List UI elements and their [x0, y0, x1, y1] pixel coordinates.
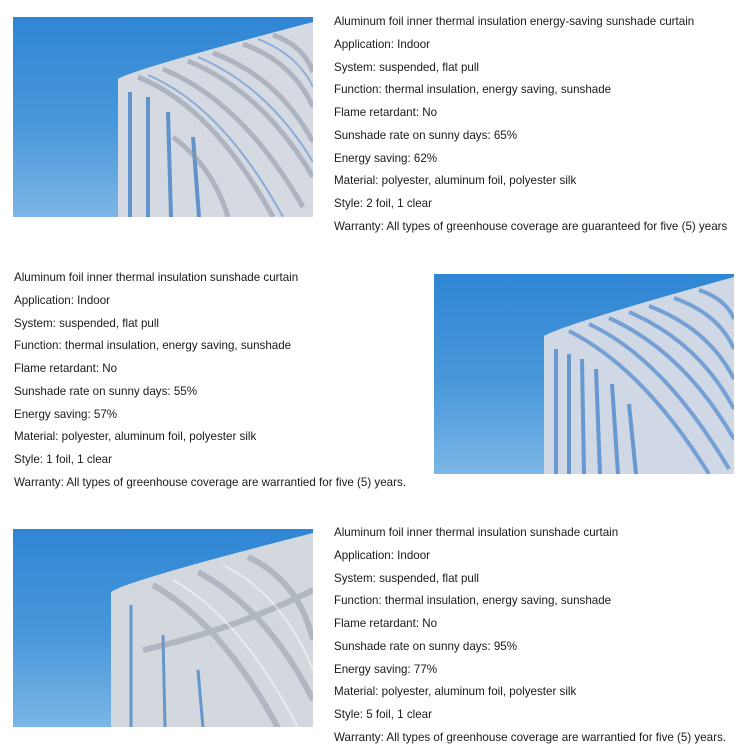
spec-style: Style: 2 foil, 1 clear: [334, 197, 432, 210]
spec-warranty: Warranty: All types of greenhouse coverage are guaranteed for five (5) years: [334, 219, 728, 233]
product-spec-list-3: [334, 522, 726, 750]
spec-system: System: suspended, flat pull: [14, 316, 160, 330]
product-photo-2: [434, 274, 734, 474]
foil-curtain-illustration: [434, 274, 734, 474]
spec-function: Function: thermal insulation, energy saving, sunshade: [334, 83, 612, 97]
product-spec-list-2: [14, 267, 406, 495]
product-photo-1: [13, 17, 313, 217]
spec-application: Application: Indoor: [334, 548, 431, 562]
spec-flame-retardant: Flame retardant: No: [14, 362, 118, 375]
product-photo-3: [13, 529, 313, 727]
product-title: Aluminum foil inner thermal insulation energy-saving sunshade curtain: [334, 15, 695, 28]
spec-flame-retardant: Flame retardant: No: [334, 106, 438, 119]
spec-function: Function: thermal insulation, energy saving, sunshade: [334, 594, 612, 608]
spec-warranty: Warranty: All types of greenhouse coverage are warrantied for five (5) years.: [334, 730, 727, 744]
spec-sunshade-rate: Sunshade rate on sunny days: 55%: [14, 384, 198, 398]
spec-material: Material: polyester, aluminum foil, polyester silk: [14, 430, 257, 444]
spec-system: System: suspended, flat pull: [334, 571, 480, 585]
spec-sunshade-rate: Sunshade rate on sunny days: 95%: [334, 639, 518, 653]
spec-application: Application: Indoor: [14, 293, 111, 307]
product-title: Aluminum foil inner thermal insulation sunshade curtain: [14, 271, 299, 284]
spec-energy-saving: Energy saving: 62%: [334, 151, 438, 165]
spec-function: Function: thermal insulation, energy saving, sunshade: [14, 339, 292, 353]
spec-system: System: suspended, flat pull: [334, 60, 480, 74]
product-spec-list-1: [334, 11, 727, 239]
foil-curtain-illustration: [13, 529, 313, 727]
spec-material: Material: polyester, aluminum foil, polyester silk: [334, 174, 577, 188]
spec-material: Material: polyester, aluminum foil, polyester silk: [334, 685, 577, 699]
product-title: Aluminum foil inner thermal insulation sunshade curtain: [334, 526, 619, 539]
spec-application: Application: Indoor: [334, 37, 431, 51]
spec-flame-retardant: Flame retardant: No: [334, 617, 438, 630]
spec-style: Style: 5 foil, 1 clear: [334, 708, 432, 721]
spec-style: Style: 1 foil, 1 clear: [14, 453, 112, 466]
spec-warranty: Warranty: All types of greenhouse coverage are warrantied for five (5) years.: [14, 475, 407, 489]
spec-energy-saving: Energy saving: 57%: [14, 407, 118, 421]
foil-curtain-illustration: [13, 17, 313, 217]
spec-sunshade-rate: Sunshade rate on sunny days: 65%: [334, 128, 518, 142]
spec-energy-saving: Energy saving: 77%: [334, 662, 438, 676]
